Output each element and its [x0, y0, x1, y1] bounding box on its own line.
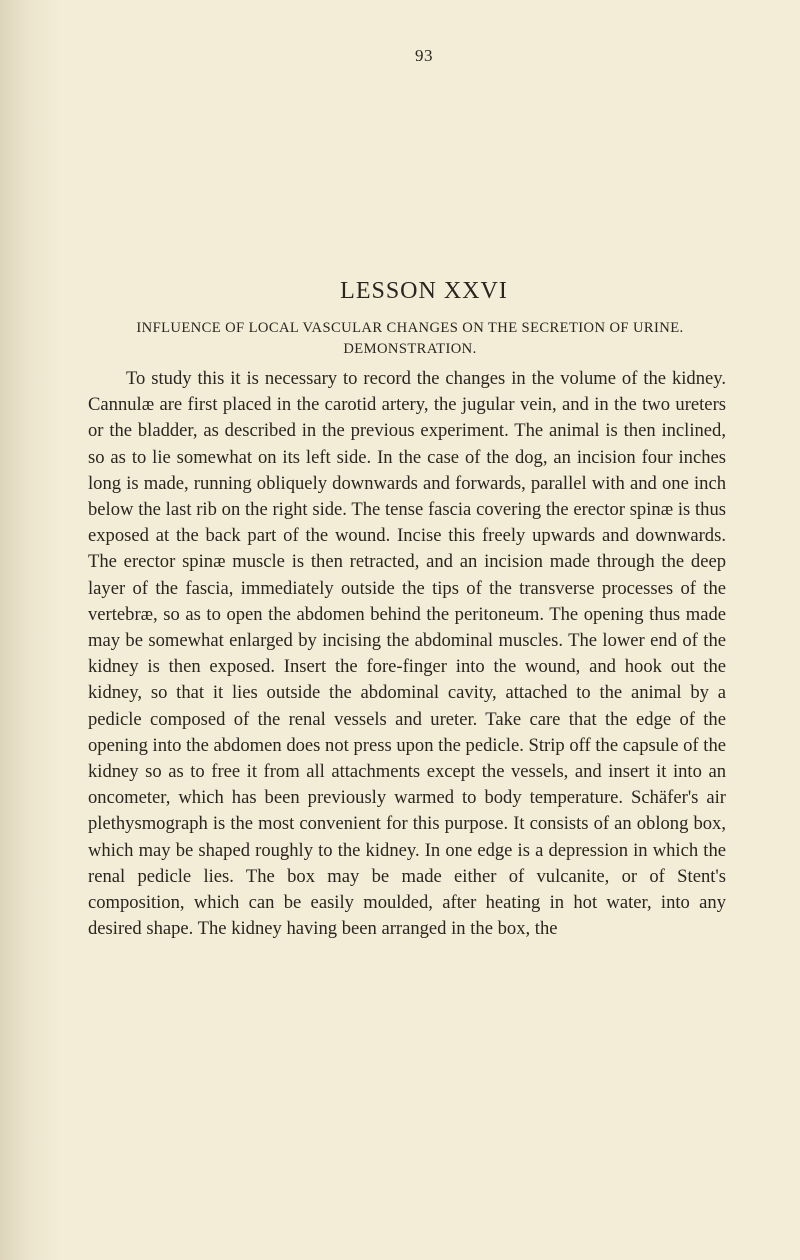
- body-paragraph: To study this it is necessary to record the changes in the volume of the kidney. Cannulæ are first placed in the carotid artery, the jugular vein, and in the two ureters or the bladder, as described in the previous experiment. The animal is then inclined, so as to lie somewhat on its left side. In the case of the dog, an incision four inches long is made, running obliquely downwards and forwards, parallel with and one inch below the last rib on the right side. The tense fascia covering the erector spinæ is thus exposed at the back part of the wound. Incise this freely upwards and downwards. The erector spinæ muscle is then retracted, and an incision made through the deep layer of the fascia, immediately outside the tips of the transverse processes of the vertebræ, so as to open the abdomen behind the peritoneum. The opening thus made may be somewhat enlarged by incising the abdominal muscles. The lower end of the kidney is then exposed. Insert the fore-finger into the wound, and hook out the kidney, so that it lies outside the abdominal cavity, attached to the animal by a pedicle composed of the renal vessels and ureter. Take care that the edge of the opening into the abdomen does not press upon the pedicle. Strip off the capsule of the kidney so as to free it from all attachments except the vessels, and insert it into an oncometer, which has been previously warmed to body temperature. Schäfer's air plethysmograph is the most convenient for this purpose. It consists of an oblong box, which may be shaped roughly to the kidney. In one edge is a depression in which the renal pedicle lies. The box may be made either of vulcanite, or of Stent's composition, which can be easily moulded, after heating in hot water, into any desired shape. The kidney having been arranged in the box, the: [88, 368, 726, 940]
- lesson-subtitle: INFLUENCE OF LOCAL VASCULAR CHANGES ON THE SECRETION OF URINE. DEMONSTRATION.: [136, 320, 684, 357]
- page-number: 93: [415, 46, 433, 65]
- lesson-title: LESSON XXVI: [340, 278, 508, 304]
